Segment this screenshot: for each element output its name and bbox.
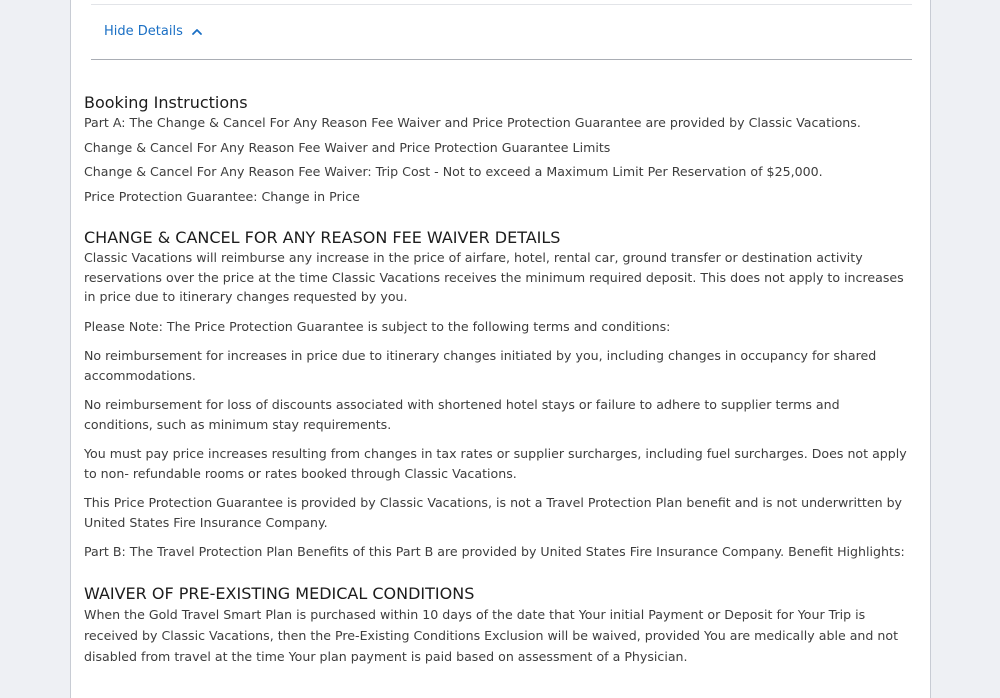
change-cancel-paragraph: This Price Protection Guarantee is provided by Classic Vacations, is not a Travel Protection Plan benefit and is not underwritten by United States Fire Insurance Company. <box>84 495 903 530</box>
section-title-booking-instructions: Booking Instructions <box>84 93 248 112</box>
change-cancel-paragraph: Part B: The Travel Protection Plan Benefits of this Part B are provided by United States Fire Insurance Company. Benefit Highlights: <box>84 544 905 559</box>
change-cancel-paragraph: No reimbursement for loss of discounts associated with shortened hotel stays or failure to adhere to supplier terms and conditions, such as minimum stay requirements. <box>84 397 840 432</box>
top-divider <box>91 4 912 5</box>
booking-paragraph: Change & Cancel For Any Reason Fee Waiver: Trip Cost - Not to exceed a Maximum Limit Per Reservation of $25,000. <box>84 164 823 179</box>
chevron-up-icon[interactable] <box>191 26 203 38</box>
section-title-pre-existing-waiver: WAIVER OF PRE-EXISTING MEDICAL CONDITIONS <box>84 583 475 603</box>
booking-paragraph: Part A: The Change & Cancel For Any Reason Fee Waiver and Price Protection Guarantee are provided by Classic Vacations. <box>84 115 861 130</box>
change-cancel-paragraph: Classic Vacations will reimburse any increase in the price of airfare, hotel, rental car, ground transfer or destination activity reservations over the price at the time Classic Vacations receives the minimum required deposit. This does not apply to increases in price due to itinerary changes requested by you. <box>84 250 904 304</box>
booking-paragraph: Change & Cancel For Any Reason Fee Waiver and Price Protection Guarantee Limits <box>84 139 611 155</box>
change-cancel-paragraph: You must pay price increases resulting from changes in tax rates or supplier surcharges, including fuel surcharges. Does not apply to non- refundable rooms or rates booked through Classic Vacations. <box>84 446 907 481</box>
terms-content <box>84 93 909 667</box>
hide-details-toggle[interactable] <box>104 23 203 41</box>
section-title-change-cancel-details: CHANGE & CANCEL FOR ANY REASON FEE WAIVER DETAILS <box>84 228 561 247</box>
pre-existing-paragraph: When the Gold Travel Smart Plan is purchased within 10 days of the date that Your initial Payment or Deposit for Your Trip is received by Classic Vacations, then the Pre-Existing Conditions Exclusion will be waived, provided You are medically able and not disabled from travel at the time Your plan payment is paid based on assessment of a Physician. <box>84 606 899 664</box>
change-cancel-paragraph: No reimbursement for increases in price due to itinerary changes initiated by you, including changes in occupancy for shared accommodations. <box>84 348 877 383</box>
booking-paragraph: Price Protection Guarantee: Change in Price <box>84 188 360 204</box>
hide-details-label[interactable]: Hide Details <box>104 24 183 39</box>
details-card <box>70 0 931 698</box>
change-cancel-paragraph: Please Note: The Price Protection Guarantee is subject to the following terms and conditions: <box>84 318 671 334</box>
details-divider <box>91 59 912 60</box>
